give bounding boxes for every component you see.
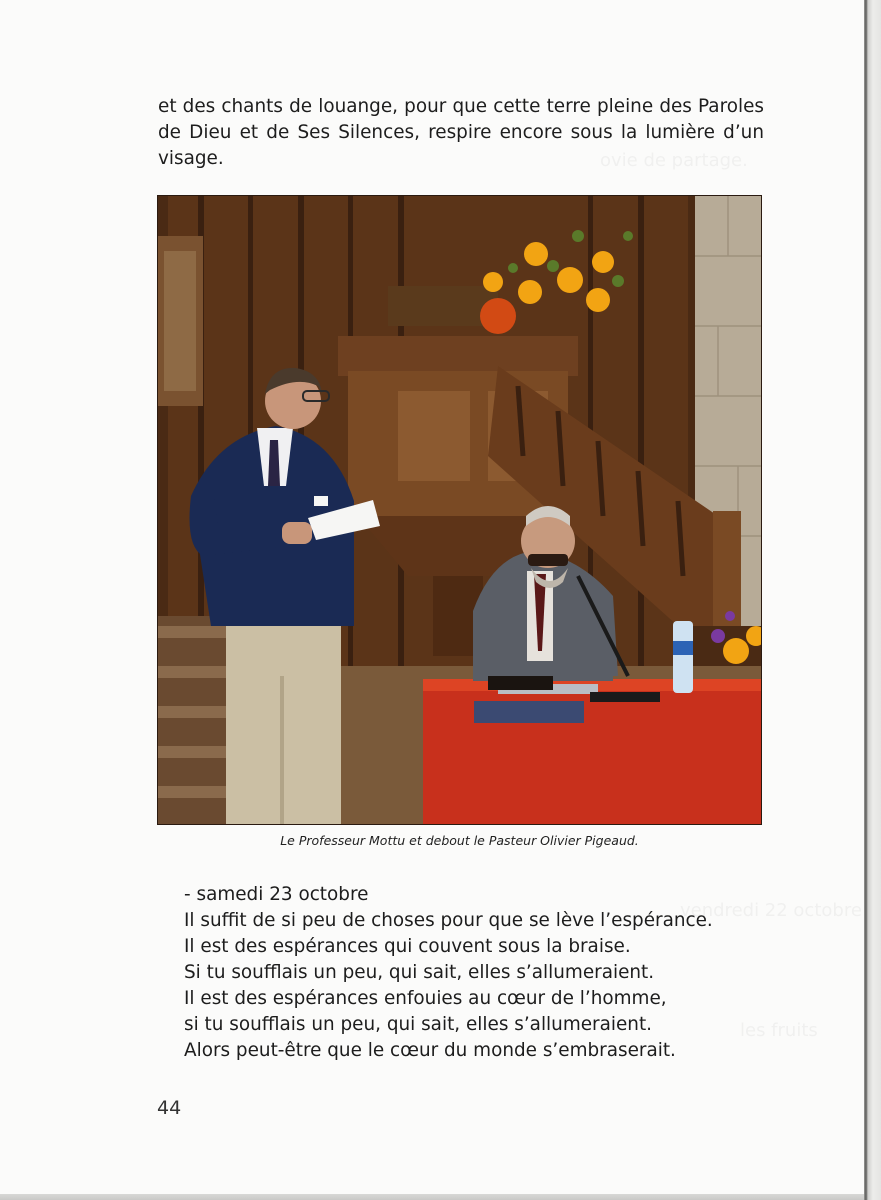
poem-line: Il suffit de si peu de choses pour que se lève l’espérance. — [184, 910, 713, 931]
poem-line: - samedi 23 octobre — [184, 884, 369, 905]
book-page: ovie de partage. vendredi 22 octobre les fruits et des chants de louange, pour que cette terre pleine des Paroles de Dieu et de Ses Silences, respire encore sous la lumière d’un visage. Le Professeur Mottu et debout le Pasteur Olivier Pigeaud. - samedi 23 octobre Il suffit de si peu de choses pour que se lève l’espérance. Il est des espérances qui couvent sous la braise. Si tu soufflais un peu, qui sait, elles s’allumeraient. Il est des espérances enfouies au cœur de l’homme, si tu soufflais un peu, qui sait, elles s’allumeraient. Alors peut-être que le cœur du monde s’embraserait. 44 — [0, 0, 864, 1194]
poem-line: Il est des espérances enfouies au cœur de l’homme, — [184, 988, 667, 1009]
poem-line: Si tu soufflais un peu, qui sait, elles s’allumeraient. — [184, 962, 655, 983]
intro-paragraph: et des chants de louange, pour que cette terre pleine des Paroles de Dieu et de Ses Silences, respire encore sous la lumière d’un visage. — [158, 96, 764, 169]
page-number: 44 — [157, 1097, 182, 1119]
book-spine — [864, 0, 881, 1200]
event-photo — [157, 195, 762, 825]
page-bottom-edge — [0, 1194, 864, 1200]
poem-line: si tu soufflais un peu, qui sait, elles s’allumeraient. — [184, 1014, 653, 1035]
poem-line: Alors peut-être que le cœur du monde s’embraserait. — [184, 1040, 676, 1061]
poem — [184, 882, 713, 1064]
photo-caption: Le Professeur Mottu et debout le Pasteur Olivier Pigeaud. — [280, 833, 639, 848]
poem-line: Il est des espérances qui couvent sous la braise. — [184, 936, 631, 957]
